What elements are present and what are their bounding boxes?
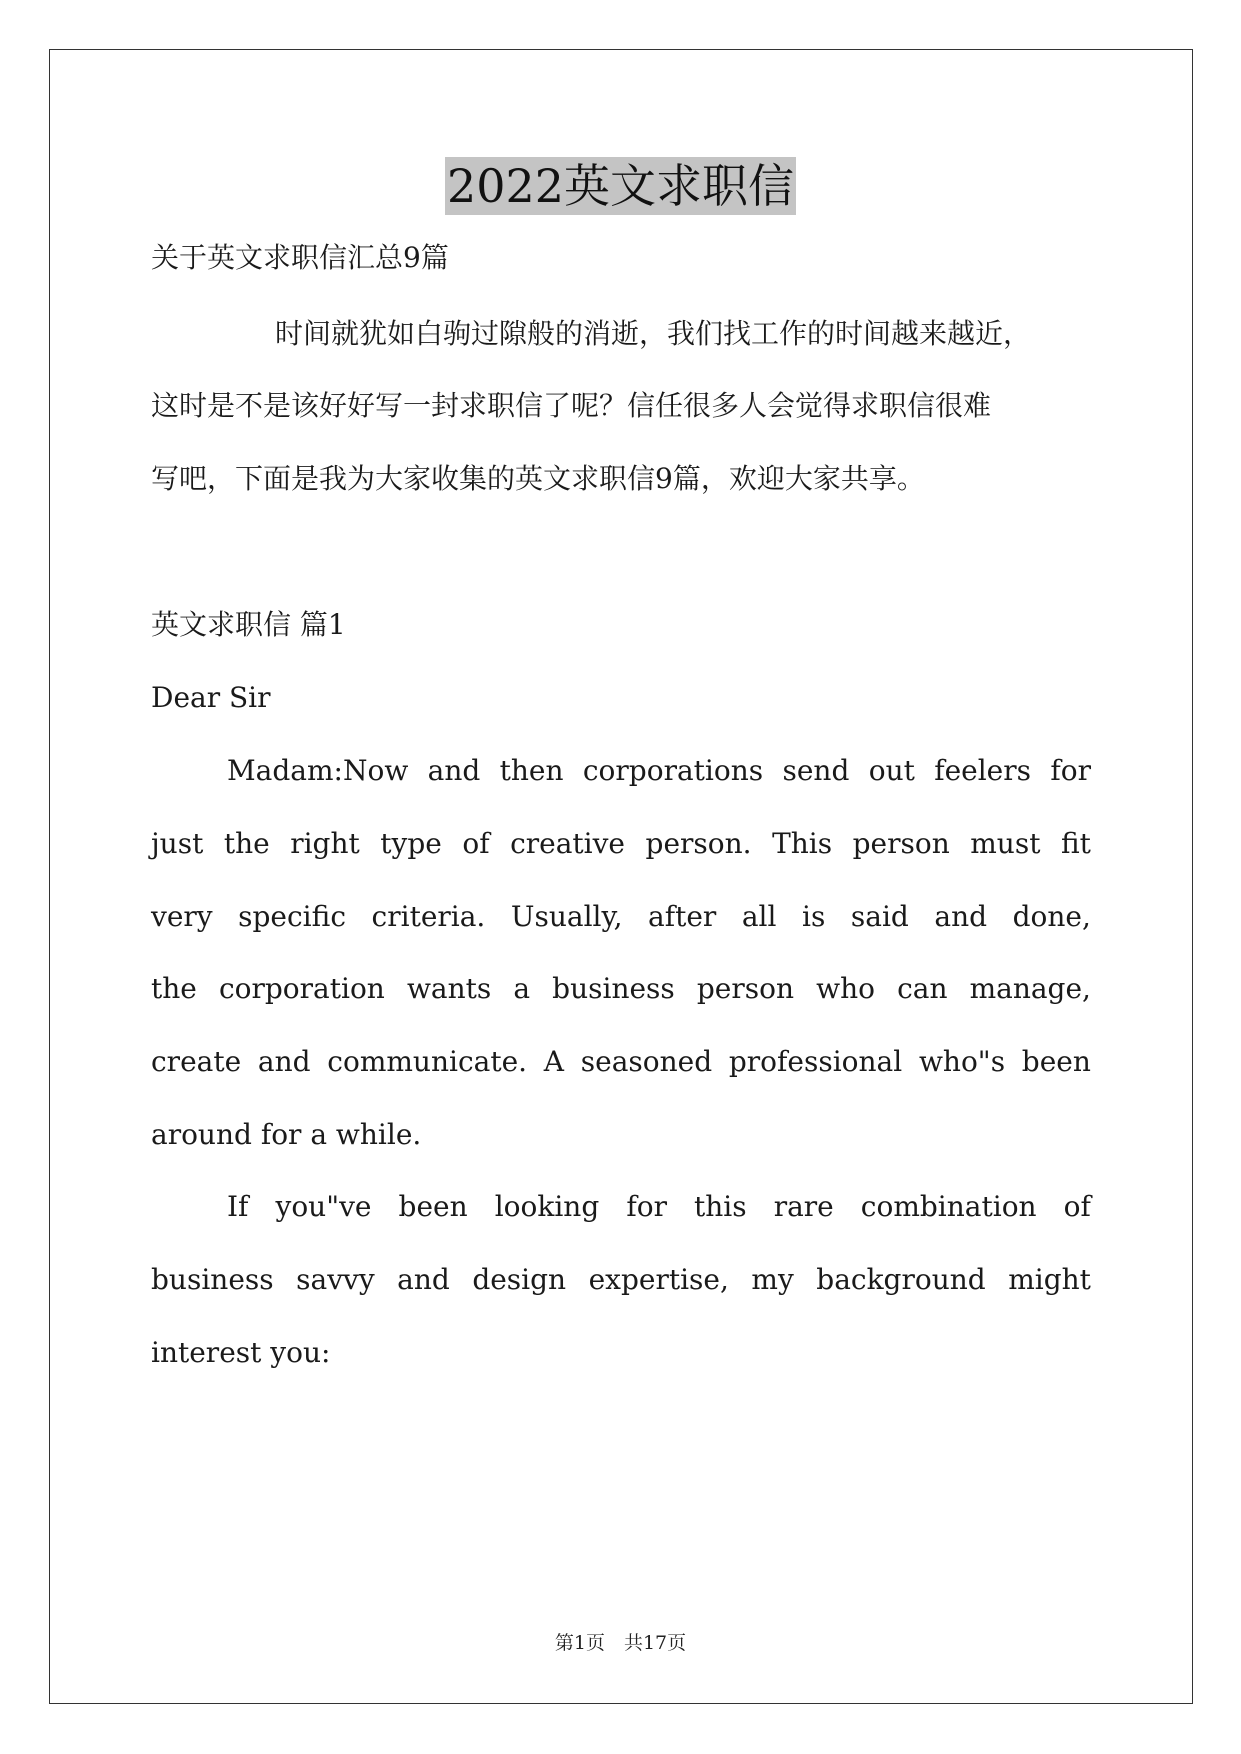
- word: and: [257, 1045, 311, 1078]
- word: combination: [860, 1190, 1037, 1223]
- word: specific: [238, 900, 346, 933]
- word: seasoned: [580, 1045, 713, 1078]
- word: A: [543, 1045, 565, 1078]
- section-heading: 英文求职信 篇1: [151, 608, 346, 641]
- word: of: [462, 827, 490, 860]
- para1-line-4: [151, 972, 1091, 1005]
- word: expertise,: [588, 1263, 729, 1296]
- para1-line-2: [151, 827, 1091, 860]
- para1-line-5: [151, 1045, 1091, 1078]
- word: looking: [494, 1190, 600, 1223]
- word: for: [626, 1190, 667, 1223]
- word: background: [816, 1263, 986, 1296]
- word: professional: [728, 1045, 903, 1078]
- word: is: [802, 900, 826, 933]
- word: criteria.: [371, 900, 486, 933]
- para2-line-1: [227, 1190, 1091, 1223]
- word: can: [897, 972, 948, 1005]
- word: a: [513, 972, 531, 1005]
- word: you"ve: [275, 1190, 372, 1223]
- word: the: [151, 972, 197, 1005]
- page-footer: 第1页 共17页: [554, 1632, 687, 1654]
- word: my: [751, 1263, 794, 1296]
- word: been: [1021, 1045, 1091, 1078]
- word: very: [151, 900, 213, 933]
- intro-line-3: 写吧，下面是我为大家收集的英文求职信9篇，欢迎大家共享。: [151, 462, 925, 495]
- word: right: [290, 827, 360, 860]
- word: Madam:Now: [227, 754, 409, 787]
- word: corporations: [582, 754, 764, 787]
- word: and: [397, 1263, 450, 1296]
- word: this: [694, 1190, 747, 1223]
- word: Usually,: [510, 900, 623, 933]
- word: person: [696, 972, 795, 1005]
- word: creative: [510, 827, 626, 860]
- word: said: [850, 900, 909, 933]
- word: fit: [1060, 827, 1091, 860]
- para1-line-3: [151, 900, 1091, 933]
- word: manage,: [969, 972, 1091, 1005]
- salutation: Dear Sir: [151, 681, 271, 714]
- para2-line-3: interest you:: [151, 1336, 331, 1369]
- title-highlight: 2022英文求职信: [446, 159, 795, 213]
- word: communicate.: [327, 1045, 528, 1078]
- para1-line-6: around for a while.: [151, 1118, 422, 1151]
- document-title: [0, 150, 1241, 216]
- word: done,: [1012, 900, 1091, 933]
- word: If: [227, 1190, 249, 1223]
- word: This: [772, 827, 833, 860]
- word: who: [816, 972, 875, 1005]
- subtitle: 关于英文求职信汇总9篇: [151, 241, 449, 274]
- word: and: [934, 900, 988, 933]
- word: corporation: [218, 972, 385, 1005]
- word: design: [472, 1263, 567, 1296]
- word: who"s: [918, 1045, 1006, 1078]
- page-border: [49, 49, 1193, 1704]
- word: might: [1008, 1263, 1091, 1296]
- word: all: [741, 900, 777, 933]
- word: wants: [406, 972, 492, 1005]
- intro-line-1: 时间就犹如白驹过隙般的消逝，我们找工作的时间越来越近，: [275, 317, 1032, 350]
- word: just: [151, 827, 204, 860]
- word: then: [499, 754, 564, 787]
- word: savvy: [296, 1263, 375, 1296]
- word: must: [970, 827, 1041, 860]
- word: out: [868, 754, 915, 787]
- word: rare: [773, 1190, 834, 1223]
- para1-line-1: [227, 754, 1091, 787]
- word: feelers: [934, 754, 1032, 787]
- word: for: [1050, 754, 1091, 787]
- para2-line-2: [151, 1263, 1091, 1296]
- word: create: [151, 1045, 242, 1078]
- word: and: [427, 754, 481, 787]
- word: person.: [645, 827, 752, 860]
- word: been: [398, 1190, 468, 1223]
- intro-line-2: 这时是不是该好好写一封求职信了呢？信任很多人会觉得求职信很难: [151, 389, 992, 422]
- word: type: [380, 827, 442, 860]
- word: person: [852, 827, 950, 860]
- word: business: [151, 1263, 274, 1296]
- word: of: [1063, 1190, 1091, 1223]
- word: business: [552, 972, 675, 1005]
- word: send: [782, 754, 850, 787]
- word: after: [648, 900, 717, 933]
- word: the: [223, 827, 270, 860]
